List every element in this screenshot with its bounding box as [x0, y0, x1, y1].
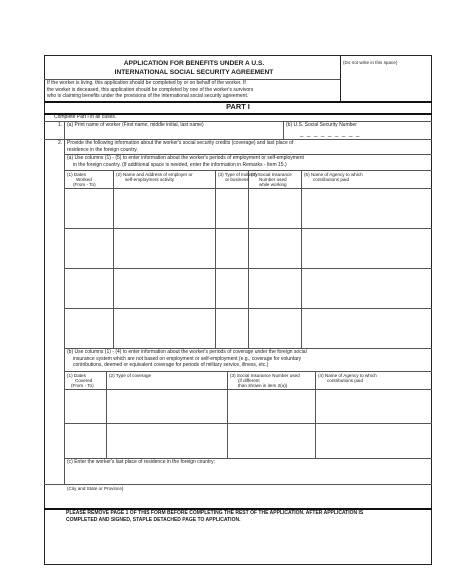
table-b-col4-l1: (4) Name of Agency to which: [318, 373, 377, 378]
complete-all-note: Complete Part I in all cases.: [54, 113, 117, 120]
table-a-row[interactable]: [65, 229, 431, 267]
table-a-col2-l2: self-employment activity: [125, 177, 175, 182]
worker-name-label: (a) Print name of worker (First name, middle initial, last name): [67, 122, 204, 128]
table-a-col4-l2: Number used: [259, 177, 287, 182]
part-title: PART I: [226, 102, 250, 111]
table-b-col3-l3: than shown in item 2(a)): [238, 383, 288, 388]
header-divider: [340, 55, 341, 101]
last-residence-field[interactable]: [67, 467, 429, 481]
intro-line3: who is claiming benefits under the provisions of the international social security agreement.: [47, 93, 249, 99]
table-b-col4-l2: contributions paid: [327, 378, 364, 383]
item2b-line3: contributions, deemed or equivalent coverage for periods of military service, illness, etc.): [73, 362, 269, 368]
table-a-col3-l1: (3) Type of Industry: [218, 172, 258, 177]
table-a-row[interactable]: [65, 269, 431, 307]
city-state-label: (City and State or Province): [67, 486, 124, 491]
table-a-col4-l1: (4) Social Insurance: [251, 172, 292, 177]
table-b-col1-l2: Covered: [75, 378, 93, 383]
item2b-line1: (b) Use columns (1) - (4) to enter information about the worker's periods of coverage under the foreign social: [67, 349, 307, 355]
table-b-col1-l3: (From - To): [71, 383, 94, 388]
table-a-col5-l1: (5) Name of Agency to which: [304, 172, 363, 177]
item1-number: 1.: [58, 122, 63, 128]
table-b-row[interactable]: [65, 390, 431, 422]
worker-name-field[interactable]: [67, 130, 279, 138]
table-a-row[interactable]: [65, 189, 431, 227]
table-a-col1-l3: (From - To): [73, 182, 96, 187]
footer-line2: COMPLETED AND SIGNED, STAPLE DETACHED PAGE TO APPLICATION.: [66, 516, 241, 523]
item1-left-divider: [64, 121, 65, 139]
ssn-label: (b) U.S. Social Security Number: [286, 122, 357, 128]
item2-number: 2.: [58, 140, 63, 146]
table-b-row[interactable]: [65, 424, 431, 457]
item2a-line2: in the foreign country. (If additional space is needed, enter the information in Remarks - Item 15.): [73, 161, 287, 168]
footer-line1: PLEASE REMOVE PAGE 1 OF THIS FORM BEFORE COMPLETING THE REST OF THE APPLICATION. AFTER APPLICATION IS: [66, 510, 364, 516]
table-b-col1-l1: (1) Dates: [67, 373, 86, 378]
form-title-line2: INTERNATIONAL SOCIAL SECURITY AGREEMENT: [114, 69, 274, 76]
table-a-col4-l3: while working: [259, 182, 287, 187]
table-a-col3-l2: or business: [225, 177, 249, 182]
form-title-line1: APPLICATION FOR BENEFITS UNDER A U.S.: [123, 60, 265, 67]
item2c-bottom-rule: [44, 484, 432, 485]
table-a-col5-l2: contributions paid: [313, 177, 350, 182]
item2b-line2: insurance system which are not based on employment or self-employment (e.g., coverage for voluntary: [73, 355, 302, 362]
table-a-col1-l2: Worked: [76, 177, 92, 182]
item1-mid-divider: [283, 121, 284, 139]
item2a-line1: (a) Use columns (1) - (5) to enter information about the worker's periods of employment or self-employment: [67, 155, 304, 161]
table-a-col2-l1: (2) Name and Address of employer or: [116, 172, 193, 177]
table-b-header-top: [64, 371, 432, 372]
table-b-col2-l1: (2) Type of coverage: [109, 373, 152, 378]
intro-line1: If the worker is living, this application should be completed by or on behalf of the worker. If: [47, 80, 246, 86]
table-a-col1-l1: (1) Dates: [67, 172, 86, 177]
table-b-col3-l2: (if different: [238, 378, 260, 383]
intro-line2: the worker is deceased, this application should be completed by one of the worker's survivors: [47, 86, 254, 93]
item2c-label: (c) Enter the worker's last place of residence in the foreign country:: [67, 459, 215, 465]
office-use-note: (Do not write in this space): [343, 60, 398, 65]
item2-intro-line2: residence in the foreign country.: [67, 146, 138, 153]
ssn-field[interactable]: _ _ _ _ _ _ _ _ _: [300, 131, 361, 137]
table-a-row[interactable]: [65, 309, 431, 347]
table-b-col3-l1: (3) Social Insurance Number used: [230, 373, 300, 378]
item2-intro-line1: Provide the following information about the worker's social security credits (coverage) and last place of: [67, 140, 294, 146]
